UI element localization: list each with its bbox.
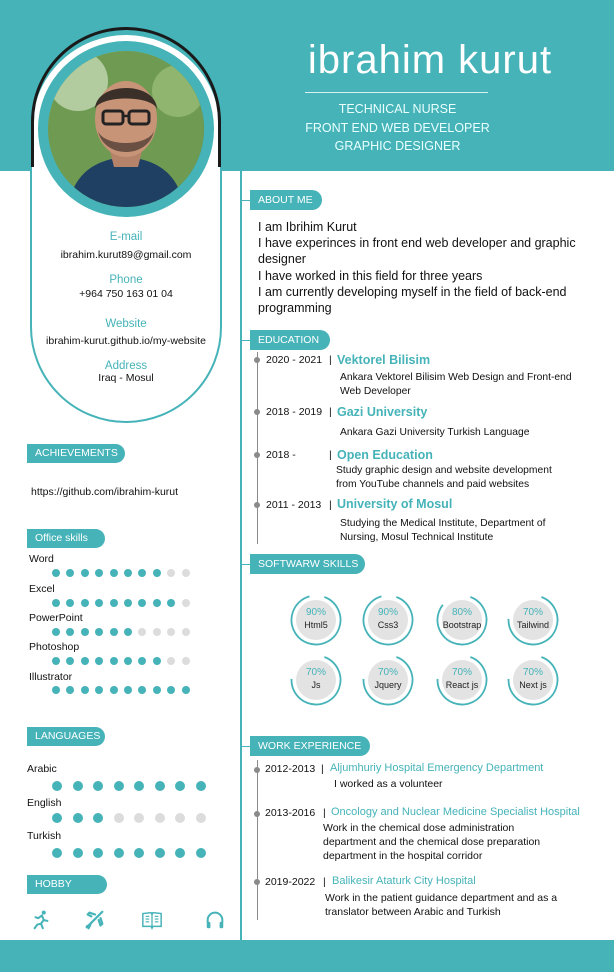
skill-dot-empty [182, 599, 190, 607]
skill-dot-filled [124, 628, 132, 636]
skill-dot-empty [167, 569, 175, 577]
skill-dot-filled [95, 569, 103, 577]
language-dot-filled [52, 781, 62, 791]
gauge-percent: 70% [305, 667, 326, 678]
about-text [258, 219, 598, 316]
separator: | [329, 406, 332, 418]
software-skills-heading: SOFTWARW SKILLS [250, 554, 365, 574]
skill-dot-filled [138, 686, 146, 694]
skill-gauge-css3 [362, 594, 414, 646]
phone-label: Phone [109, 274, 143, 286]
github-link[interactable]: https://github.com/ibrahim-kurut [31, 486, 179, 498]
about-heading: ABOUT ME [250, 190, 322, 210]
skill-dots-excel [52, 599, 190, 608]
language-dot-filled [93, 813, 103, 823]
skill-dot-filled [138, 657, 146, 665]
language-dot-filled [155, 781, 165, 791]
skill-dot-empty [138, 628, 146, 636]
skill-dots-powerpoint [52, 628, 190, 637]
achievements-heading: ACHIEVEMENTS [27, 444, 125, 463]
language-dot-filled [73, 848, 83, 858]
education-desc [340, 517, 545, 545]
education-years: 2018 - [266, 449, 296, 461]
skill-dot-filled [124, 569, 132, 577]
language-dot-empty [175, 813, 185, 823]
skill-dot-filled [95, 657, 103, 665]
airplane-icon [84, 909, 106, 931]
language-dot-filled [196, 781, 206, 791]
language-dot-filled [196, 848, 206, 858]
desc-line: Ankara Gazi University Turkish Language [340, 427, 530, 438]
education-timeline [257, 352, 258, 544]
skill-dot-filled [110, 599, 118, 607]
education-desc [340, 426, 529, 440]
skill-name-illustrator: Illustrator [29, 671, 73, 683]
skill-dot-filled [66, 569, 74, 577]
skill-gauge-html5 [290, 594, 342, 646]
skill-dot-filled [81, 628, 89, 636]
gauge-label: Js [311, 680, 321, 690]
skill-dot-empty [182, 569, 190, 577]
language-dot-filled [52, 813, 62, 823]
work-heading: WORK EXPERIENCE [250, 736, 370, 756]
skill-name-word: Word [29, 553, 54, 565]
education-desc [340, 371, 572, 399]
timeline-dot [254, 452, 260, 458]
about-line: I am currently developing myself in the field of back-end programming [258, 284, 567, 316]
skill-dot-filled [110, 569, 118, 577]
skill-dots-photoshop [52, 657, 190, 666]
column-divider [240, 171, 242, 940]
skill-gauge-bootstrap [436, 594, 488, 646]
job-title: FRONT END WEB DEVELOPER [305, 120, 490, 135]
skill-dot-filled [124, 686, 132, 694]
skill-gauge-tailwind [507, 594, 559, 646]
email-label: E-mail [109, 231, 143, 243]
desc-line: I worked as a volunteer [334, 778, 443, 790]
skill-dot-filled [95, 628, 103, 636]
skill-dot-filled [110, 686, 118, 694]
language-dot-filled [93, 781, 103, 791]
gauge-label: Tailwind [516, 620, 549, 630]
separator: | [329, 354, 332, 366]
language-dot-empty [114, 813, 124, 823]
language-dot-filled [175, 781, 185, 791]
skill-gauge-react [436, 654, 488, 706]
desc-line: translator between Arabic and Turkish [325, 906, 501, 918]
footer-band [0, 940, 614, 972]
skill-dots-illustrator [52, 686, 190, 695]
running-icon [30, 909, 52, 931]
desc-line: Nursing, Mosul Technical Institute [340, 532, 494, 543]
work-desc [334, 777, 443, 791]
desc-line: from YouTube channels and paid websites [336, 479, 530, 490]
website-value[interactable]: ibrahim-kurut.github.io/my-website [46, 335, 206, 347]
skill-name-excel: Excel [29, 583, 55, 595]
language-dot-filled [134, 781, 144, 791]
skill-dot-filled [182, 686, 190, 694]
education-school: Gazi University [337, 405, 428, 419]
skill-dot-filled [52, 686, 60, 694]
desc-line: Work in the patient guidance department and as a [325, 892, 558, 904]
skill-dot-filled [124, 657, 132, 665]
skill-dot-filled [81, 686, 89, 694]
work-desc [325, 891, 557, 919]
gauge-label: React js [445, 680, 479, 690]
desc-line: Study graphic design and website development [336, 465, 552, 476]
language-dot-empty [134, 813, 144, 823]
job-title: TECHNICAL NURSE [338, 102, 457, 116]
skill-dot-filled [52, 628, 60, 636]
timeline-dot [254, 357, 260, 363]
book-icon [141, 909, 163, 931]
separator: | [323, 807, 326, 819]
skill-dot-filled [153, 657, 161, 665]
desc-line: department and the chemical dose preparation [323, 836, 541, 848]
education-years: 2011 - 2013 [266, 499, 322, 511]
skill-dots-word [52, 569, 190, 578]
language-dot-filled [114, 781, 124, 791]
desc-line: Work in the chemical dose administration [323, 822, 515, 834]
timeline-dot [254, 879, 260, 885]
work-years: 2013-2016 [265, 807, 316, 819]
education-school: Vektorel Bilisim [337, 353, 431, 367]
skill-dot-filled [95, 599, 103, 607]
address-value: Iraq - Mosul [98, 372, 154, 384]
work-desc [323, 821, 540, 863]
skill-dot-filled [153, 686, 161, 694]
skill-dot-filled [124, 599, 132, 607]
timeline-dot [254, 811, 260, 817]
skill-dot-empty [153, 628, 161, 636]
language-name-turkish: Turkish [27, 830, 62, 842]
about-line: I have experinces in front end web developer and graphic designer [258, 236, 576, 267]
skill-dot-filled [81, 569, 89, 577]
candidate-name: ibrahim kurut [307, 38, 553, 82]
gauge-percent: 70% [451, 667, 472, 678]
skill-dot-filled [110, 628, 118, 636]
gauge-percent: 80% [451, 607, 472, 618]
skill-gauge-js [290, 654, 342, 706]
skill-dot-filled [66, 599, 74, 607]
language-dot-empty [155, 813, 165, 823]
desc-line: Studying the Medical Institute, Department of [340, 518, 546, 529]
language-dot-filled [52, 848, 62, 858]
skill-dot-empty [167, 628, 175, 636]
language-dot-filled [114, 848, 124, 858]
skill-dot-filled [81, 599, 89, 607]
skill-dot-filled [95, 686, 103, 694]
gauge-percent: 70% [522, 667, 543, 678]
language-dot-filled [73, 813, 83, 823]
separator: | [321, 763, 324, 775]
skill-dot-filled [81, 657, 89, 665]
work-place: Aljumhuriy Hospital Emergency Department [330, 762, 544, 774]
language-dot-filled [155, 848, 165, 858]
skill-dot-filled [167, 599, 175, 607]
gauge-label: Jquery [374, 680, 402, 690]
gauge-label: Bootstrap [442, 620, 482, 630]
desc-line: Web Developer [340, 386, 411, 397]
skill-dot-filled [52, 599, 60, 607]
skill-dot-filled [138, 569, 146, 577]
headphones-icon [204, 909, 226, 931]
profile-photo [48, 51, 204, 207]
skill-dot-empty [167, 657, 175, 665]
skill-dot-filled [110, 657, 118, 665]
gauge-percent: 90% [305, 607, 326, 618]
about-line: I am Ibrihim Kurut [258, 220, 357, 234]
skill-name-powerpoint: PowerPoint [29, 612, 83, 624]
timeline-dot [254, 767, 260, 773]
skill-dot-filled [153, 569, 161, 577]
education-years: 2020 - 2021 [266, 354, 323, 366]
education-years: 2018 - 2019 [266, 406, 323, 418]
timeline-dot [254, 409, 260, 415]
skill-gauge-jquery [362, 654, 414, 706]
gauge-label: Html5 [304, 620, 328, 630]
language-dot-filled [93, 848, 103, 858]
skill-dot-empty [182, 657, 190, 665]
language-dot-empty [196, 813, 206, 823]
language-dots-turkish [52, 848, 206, 858]
language-dot-filled [175, 848, 185, 858]
job-titles [290, 100, 505, 156]
language-dots-english [52, 813, 206, 823]
separator: | [329, 449, 332, 461]
hobby-heading: HOBBY [27, 875, 107, 894]
education-heading: EDUCATION [250, 330, 330, 350]
skill-dot-filled [138, 599, 146, 607]
desc-line: department in the hospital corridor [323, 850, 483, 862]
work-years: 2019-2022 [265, 876, 316, 888]
skill-name-photoshop: Photoshop [29, 641, 80, 653]
language-dot-filled [73, 781, 83, 791]
gauge-label: Css3 [377, 620, 399, 630]
address-label: Address [104, 360, 148, 372]
work-timeline [257, 760, 258, 920]
skill-dot-empty [182, 628, 190, 636]
skill-dot-filled [66, 628, 74, 636]
separator: | [323, 876, 326, 888]
work-years: 2012-2013 [265, 763, 316, 775]
gauge-label: Next js [519, 680, 547, 690]
skill-dot-filled [52, 657, 60, 665]
skill-dot-filled [66, 657, 74, 665]
language-name-english: English [27, 797, 62, 809]
education-school: University of Mosul [337, 497, 453, 511]
work-place: Oncology and Nuclear Medicine Specialist Hospital [331, 806, 580, 818]
skill-gauge-next [507, 654, 559, 706]
skill-dot-filled [66, 686, 74, 694]
separator: | [329, 499, 332, 511]
skill-dot-filled [153, 599, 161, 607]
website-label: Website [105, 318, 147, 330]
education-school: Open Education [337, 448, 433, 462]
skill-dot-filled [167, 686, 175, 694]
skill-dot-filled [52, 569, 60, 577]
gauge-percent: 90% [377, 607, 398, 618]
timeline-dot [254, 502, 260, 508]
gauge-percent: 70% [377, 667, 398, 678]
job-title: GRAPHIC DESIGNER [334, 139, 461, 153]
language-dots-arabic [52, 781, 206, 791]
phone-value[interactable]: +964 750 163 01 04 [79, 288, 173, 300]
about-line: I have worked in this field for three years [258, 268, 483, 283]
email-value[interactable]: ibrahim.kurut89@gmail.com [60, 249, 192, 261]
languages-heading: LANGUAGES [27, 727, 105, 746]
education-desc [336, 464, 552, 492]
work-place: Balikesir Ataturk City Hospital [332, 875, 476, 887]
gauge-percent: 70% [522, 607, 543, 618]
language-dot-filled [134, 848, 144, 858]
desc-line: Ankara Vektorel Bilisim Web Design and Front-end [340, 372, 572, 383]
office-skills-heading: Office skills [27, 529, 105, 548]
name-divider [305, 92, 488, 93]
language-name-arabic: Arabic [27, 763, 57, 775]
